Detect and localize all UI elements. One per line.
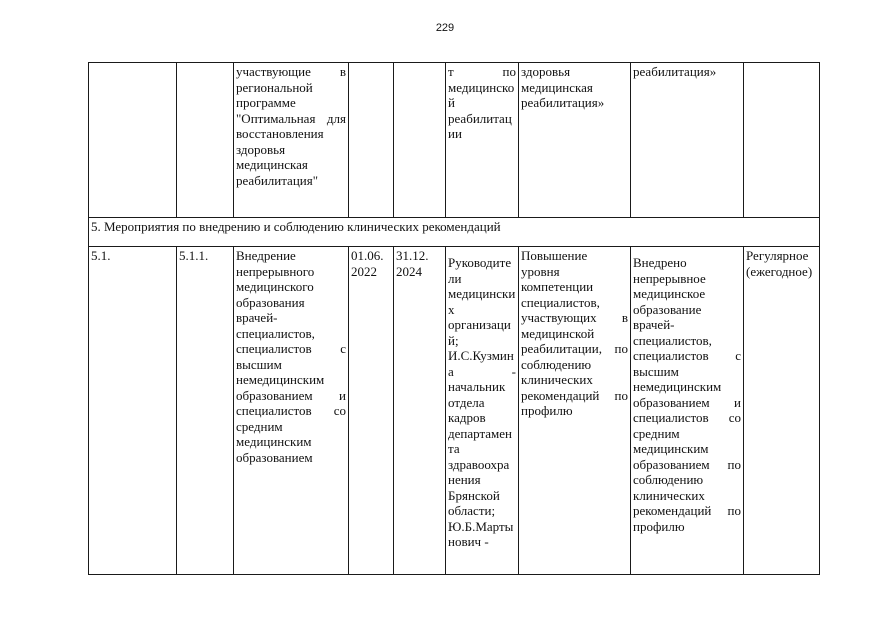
cell-responsible: т по медицинской реабилитации [446, 63, 519, 218]
cell-activity: Внедрение непрерывного медицинского образования врачей-специалистов, специалистов с высшим немедицинским образованием и специалистов со средним медицинским образованием [234, 247, 349, 575]
cell-result: реабилитация» [631, 63, 744, 218]
cell-subnumber: 5.1.1. [177, 247, 234, 575]
cell-characteristic: Повышение уровня компетенции специалистов, участвующих в медицинской реабилитации, по соблюдению клинических рекомендаций по профилю [519, 247, 631, 575]
cell-responsible: Руководители медицинских организаций; И.С.Кузмина - начальник отдела кадров департамента здравоохранения Брянской области; Ю.Б.Мартынович - [446, 247, 519, 575]
cell-start-date: 01.06. 2022 [349, 247, 394, 575]
section-header-row [89, 218, 820, 247]
table-row-continued [89, 63, 820, 218]
activities-table [88, 62, 820, 575]
cell-subnumber [177, 63, 234, 218]
cell-characteristic: здоровья медицинская реабилитация» [519, 63, 631, 218]
cell-number: 5.1. [89, 247, 177, 575]
cell-end-date: 31.12. 2024 [394, 247, 446, 575]
section-title: 5. Мероприятия по внедрению и соблюдению клинических рекомендаций [89, 218, 820, 247]
page-number: 229 [435, 22, 455, 34]
cell-result: Внедрено непрерывное медицинское образование врачей-специалистов, специалистов с высшим немедицинским образованием и специалистов со средним медицинским образованием по соблюдению клинических рекомендаций по профилю [631, 247, 744, 575]
cell-end-date [394, 63, 446, 218]
cell-periodicity [744, 63, 820, 218]
cell-activity: участвующие в региональной программе "Оптимальная для восстановления здоровья медицинская реабилитация" [234, 63, 349, 218]
cell-periodicity: Регулярное (ежегодное) [744, 247, 820, 575]
cell-number [89, 63, 177, 218]
table-row-5-1-1 [89, 247, 820, 575]
cell-start-date [349, 63, 394, 218]
